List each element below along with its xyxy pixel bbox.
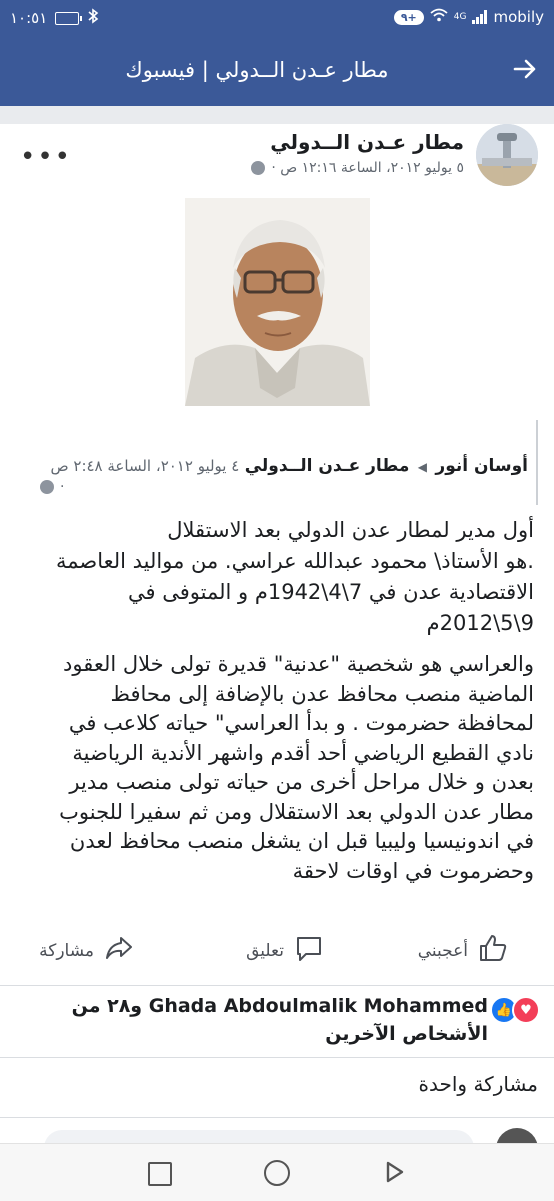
post-actions xyxy=(0,925,554,985)
shared-author[interactable]: أوسان أنور xyxy=(435,456,528,476)
battery-icon xyxy=(55,12,79,25)
share-label: مشاركة xyxy=(39,940,94,961)
thumbs-up-icon xyxy=(478,933,508,968)
app-bar xyxy=(0,36,554,106)
signal-icon xyxy=(472,10,487,24)
post-timestamp[interactable]: ٥ يوليو ٢٠١٢، الساعة ١٢:١٦ ص · xyxy=(271,160,464,176)
shared-meta xyxy=(40,479,64,495)
network-type: 4G xyxy=(453,12,467,22)
comment-button[interactable] xyxy=(246,933,324,968)
page-title: مطار عـدن الــدولي | فيسبوك xyxy=(125,58,389,82)
back-icon[interactable] xyxy=(384,1161,404,1187)
share-button[interactable] xyxy=(39,933,134,968)
notification-badge: ٩+ xyxy=(394,10,424,25)
post-body-intro: أول مدير لمطار عدن الدولي بعد الاستقلال .هو الأستاذ\ محمود عبدالله عراسي. من مواليد العاصمة الاقتصادية عدن في 7\4\1942م و المتوفى في 9\5\2012م xyxy=(55,518,534,635)
shares-count[interactable]: مشاركة واحدة xyxy=(418,1072,538,1096)
shared-target-page[interactable]: مطار عـدن الــدولي xyxy=(244,456,410,476)
post-body-main: والعراسي هو شخصية "عدنية" قديرة تولى خلال العقود الماضية منصب محافظ عدن بالإضافة إلى محافظ لمحافظة حضرموت . و بدأ العراسي" حياته كلاعب في نادي القطيع الرياضي أحد أقدم واشهر الأندية الرياضية بعدن و خلال مراحل أخرى من حياته تولى منصب مدير مطار عدن الدولي بعد الاستقلال ومن ثم سفيرا للجنوب في اندونيسيا وليبيا قبل ان يشغل منصب محافظ لعدن وحضرموت في اوقات لاحقة xyxy=(59,652,534,883)
wifi-icon xyxy=(430,8,448,26)
page-avatar[interactable] xyxy=(476,124,538,186)
status-bar xyxy=(0,0,554,36)
like-button[interactable] xyxy=(418,933,508,968)
recents-icon[interactable] xyxy=(148,1162,172,1186)
carrier-name: mobily xyxy=(493,8,544,26)
system-nav-bar xyxy=(0,1143,554,1201)
feed-separator xyxy=(0,106,554,124)
shared-dot: · xyxy=(60,479,65,495)
shared-post-header xyxy=(30,452,528,481)
divider xyxy=(0,1057,554,1058)
caret-left-icon: ◀ xyxy=(417,460,427,474)
status-left xyxy=(10,8,99,28)
globe-icon xyxy=(251,161,265,175)
page-name[interactable]: مطار عـدن الــدولي xyxy=(270,130,464,154)
comment-icon xyxy=(294,933,324,968)
arrow-right-icon[interactable] xyxy=(510,56,540,86)
post-meta xyxy=(251,160,464,176)
comment-label: تعليق xyxy=(246,940,284,961)
status-right xyxy=(394,8,544,26)
home-icon[interactable] xyxy=(264,1160,290,1186)
like-label: أعجبني xyxy=(417,940,468,961)
love-reaction-icon: ♥ xyxy=(512,996,540,1024)
divider xyxy=(0,1117,554,1118)
shared-timestamp[interactable]: ٤ يوليو ٢٠١٢، الساعة ٢:٤٨ ص xyxy=(50,457,240,475)
more-options-icon[interactable]: ••• xyxy=(20,142,73,172)
like-reaction-icon: 👍 xyxy=(490,996,518,1024)
globe-icon xyxy=(40,480,54,494)
post-photo[interactable] xyxy=(185,198,370,406)
shared-post-bar xyxy=(536,420,538,505)
reaction-icons[interactable] xyxy=(490,996,540,1024)
divider xyxy=(0,985,554,986)
share-icon xyxy=(104,933,134,968)
status-time: ١٠:٥١ xyxy=(10,9,48,27)
bluetooth-icon xyxy=(87,8,99,28)
reactions-summary[interactable]: Ghada Abdoulmalik Mohammed و٢٨ من الأشخاص الآخرين xyxy=(71,995,488,1045)
